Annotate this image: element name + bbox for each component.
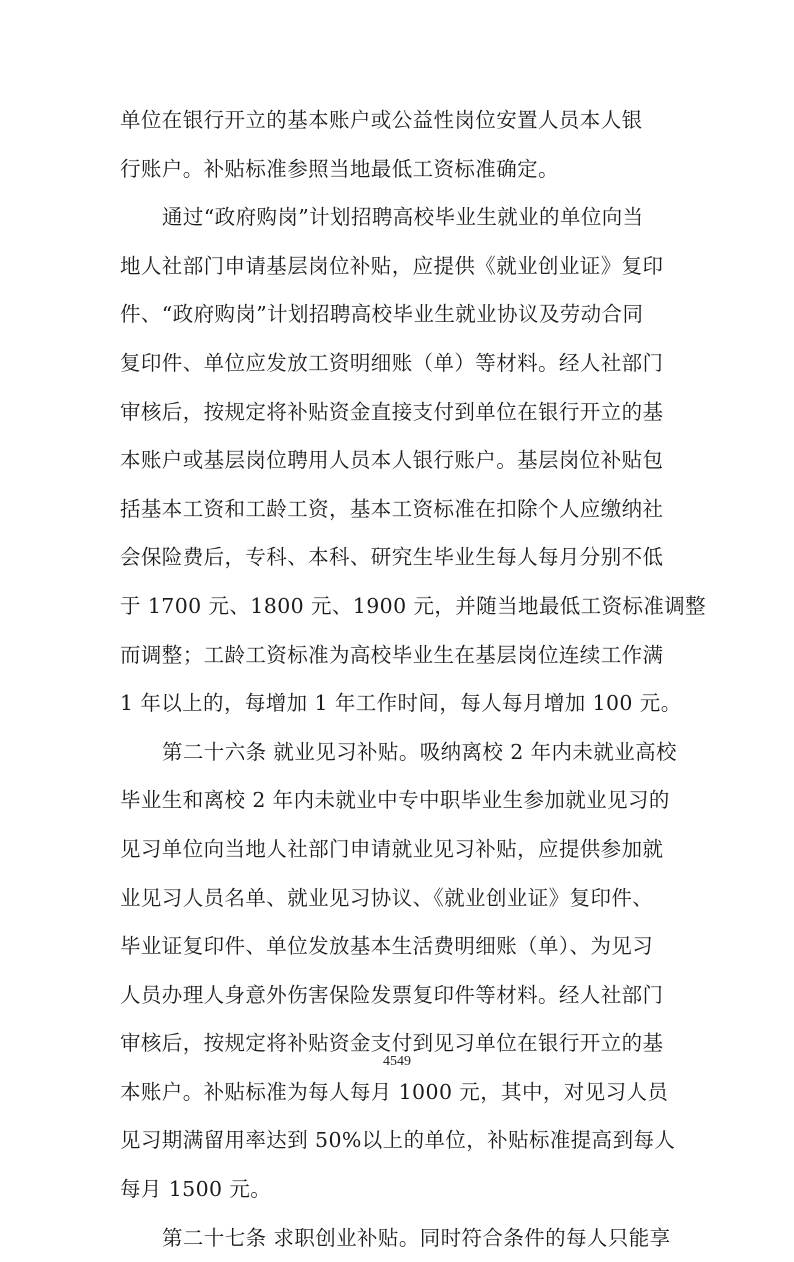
body-text — [120, 96, 707, 1262]
text-line: 见习单位向当地人社部门申请就业见习补贴，应提供参加就 — [120, 836, 664, 861]
text-line: 见习期满留用率达到 50%以上的单位，补贴标准提高到每人 — [120, 1128, 676, 1153]
text-line: 本账户。补贴标准为每人每月 1000 元，其中，对见习人员 — [120, 1079, 669, 1104]
text-line: 毕业生和离校 2 年内未就业中专中职毕业生参加就业见习的 — [120, 788, 670, 813]
text-line: 1 年以上的，每增加 1 年工作时间，每人每月增加 100 元。 — [120, 691, 682, 716]
text-line: 单位在银行开立的基本账户或公益性岗位安置人员本人银 — [120, 108, 643, 132]
page-number: 4549 — [383, 1054, 411, 1069]
text-line: 每月 1500 元。 — [120, 1177, 272, 1202]
text-line: 审核后，按规定将补贴资金支付到见习单位在银行开立的基 — [120, 1031, 664, 1056]
text-line: 于 1700 元、1800 元、1900 元，并随当地最低工资标准调整 — [120, 593, 707, 618]
article-26-start-line: 第二十六条 就业见习补贴。吸纳离校 2 年内未就业高校 — [162, 739, 677, 764]
text-line: 审核后，按规定将补贴资金直接支付到单位在银行开立的基 — [120, 399, 664, 424]
text-line: 而调整；工龄工资标准为高校毕业生在基层岗位连续工作满 — [120, 642, 664, 667]
text-line: 括基本工资和工龄工资，基本工资标准在扣除个人应缴纳社 — [120, 496, 664, 521]
text-line: 复印件、单位应发放工资明细账（单）等材料。经人社部门 — [120, 350, 664, 375]
text-line: 本账户或基层岗位聘用人员本人银行账户。基层岗位补贴包 — [120, 448, 664, 473]
article-27-start-line: 第二十七条 求职创业补贴。同时符合条件的每人只能享 — [162, 1225, 671, 1250]
paragraph-start-line: 通过“政府购岗”计划招聘高校毕业生就业的单位向当 — [162, 205, 644, 230]
text-line: 行账户。补贴标准参照当地最低工资标准确定。 — [120, 156, 559, 181]
text-line: 业见习人员名单、就业见习协议、《就业创业证》复印件、 — [120, 885, 654, 910]
text-line: 人员办理人身意外伤害保险发票复印件等材料。经人社部门 — [120, 982, 664, 1007]
text-line: 件、“政府购岗”计划招聘高校毕业生就业协议及劳动合同 — [120, 302, 644, 327]
text-line: 会保险费后，专科、本科、研究生毕业生每人每月分别不低 — [120, 545, 664, 570]
text-line: 毕业证复印件、单位发放基本生活费明细账（单）、为见习 — [120, 934, 654, 959]
text-line: 地人社部门申请基层岗位补贴，应提供《就业创业证》复印 — [120, 253, 664, 278]
